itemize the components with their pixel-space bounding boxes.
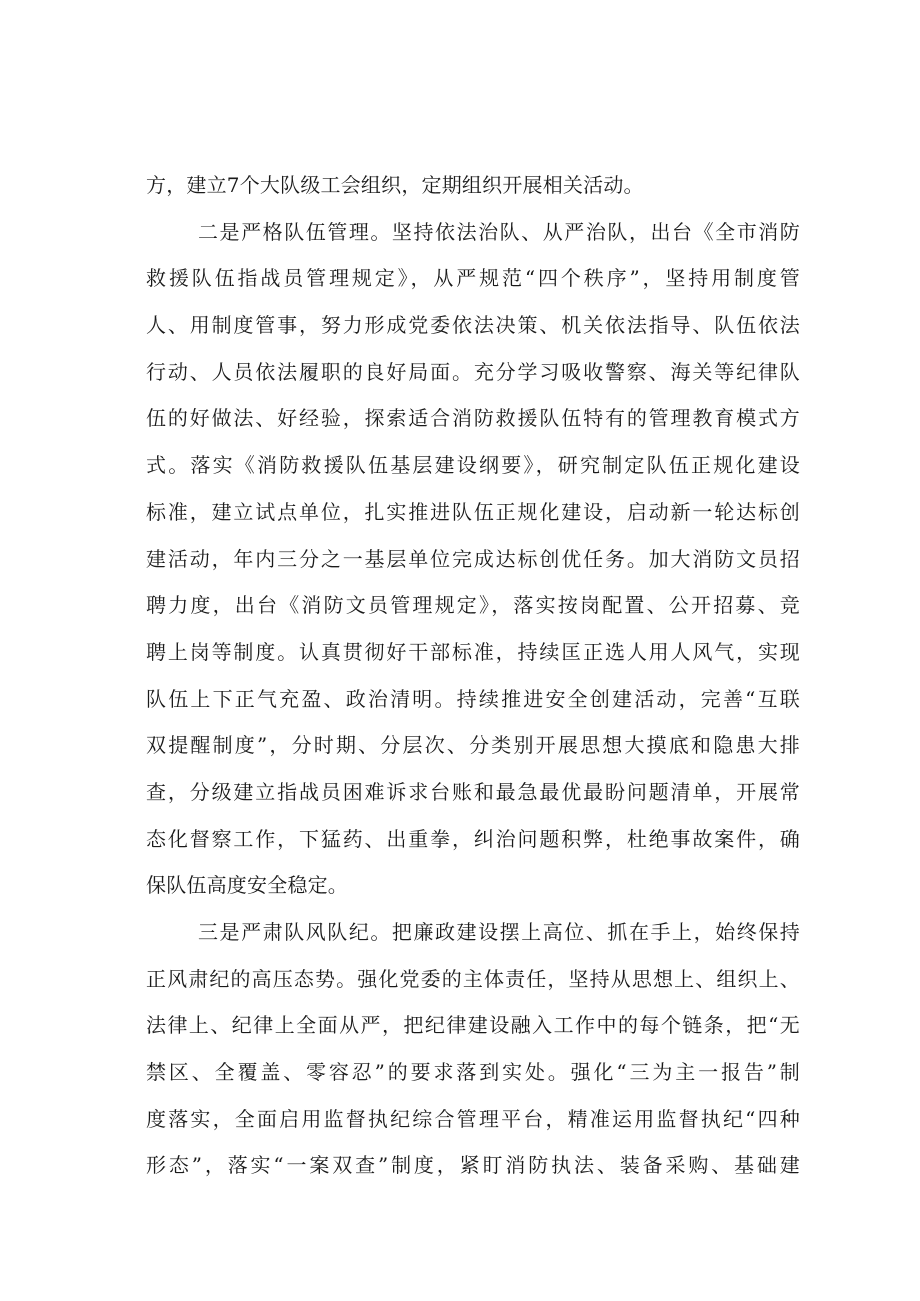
text-line: 法律上、纪律上全面从严，把纪律建设融入工作中的每个链条，把“无: [146, 1013, 800, 1038]
text-line: 伍的好做法、好经验，探索适合消防救援队伍特有的管理教育模式方: [146, 406, 800, 431]
text-line: 形态”，落实“一案双查”制度，紧盯消防执法、装备采购、基础建: [146, 1153, 800, 1178]
text-line: 聘上岗等制度。认真贯彻好干部标准，持续匡正选人用人风气，实现: [146, 639, 800, 664]
text-line: 标准，建立试点单位，扎实推进队伍正规化建设，启动新一轮达标创: [146, 499, 800, 524]
text-line: 正风肃纪的高压态势。强化党委的主体责任，坚持从思想上、组织上、: [146, 966, 800, 991]
text-line: 二是严格队伍管理。坚持依法治队、从严治队，出台《全市消防: [198, 219, 800, 244]
text-line: 查，分级建立指战员困难诉求台账和最急最优最盼问题清单，开展常: [146, 779, 800, 804]
text-line: 建活动，年内三分之一基层单位完成达标创优任务。加大消防文员招: [146, 546, 800, 571]
text-line: 救援队伍指战员管理规定》，从严规范“四个秩序”，坚持用制度管: [146, 266, 800, 291]
text-line: 人、用制度管事，努力形成党委依法决策、机关依法指导、队伍依法: [146, 313, 800, 338]
text-line: 态化督察工作，下猛药、出重拳，纠治问题积弊，杜绝事故案件，确: [146, 826, 800, 851]
text-line: 式。落实《消防救援队伍基层建设纲要》，研究制定队伍正规化建设: [146, 453, 800, 478]
text-line: 双提醒制度”，分时期、分层次、分类别开展思想大摸底和隐患大排: [146, 733, 800, 758]
text-line: 队伍上下正气充盈、政治清明。持续推进安全创建活动，完善“互联: [146, 686, 800, 711]
text-line: 方，建立7个大队级工会组织，定期组织开展相关活动。: [146, 173, 644, 197]
text-line: 保队伍高度安全稳定。: [146, 873, 348, 898]
text-line: 行动、人员依法履职的良好局面。充分学习吸收警察、海关等纪律队: [146, 359, 800, 384]
text-line: 度落实，全面启用监督执纪综合管理平台，精准运用监督执纪“四种: [146, 1106, 800, 1131]
text-line: 禁区、全覆盖、零容忍”的要求落到实处。强化“三为主一报告”制: [146, 1060, 800, 1085]
text-line: 聘力度，出台《消防文员管理规定》，落实按岗配置、公开招募、竞: [146, 593, 800, 618]
text-line: 三是严肃队风队纪。把廉政建设摆上高位、抓在手上，始终保持: [198, 920, 800, 944]
body-text: [146, 162, 800, 1189]
